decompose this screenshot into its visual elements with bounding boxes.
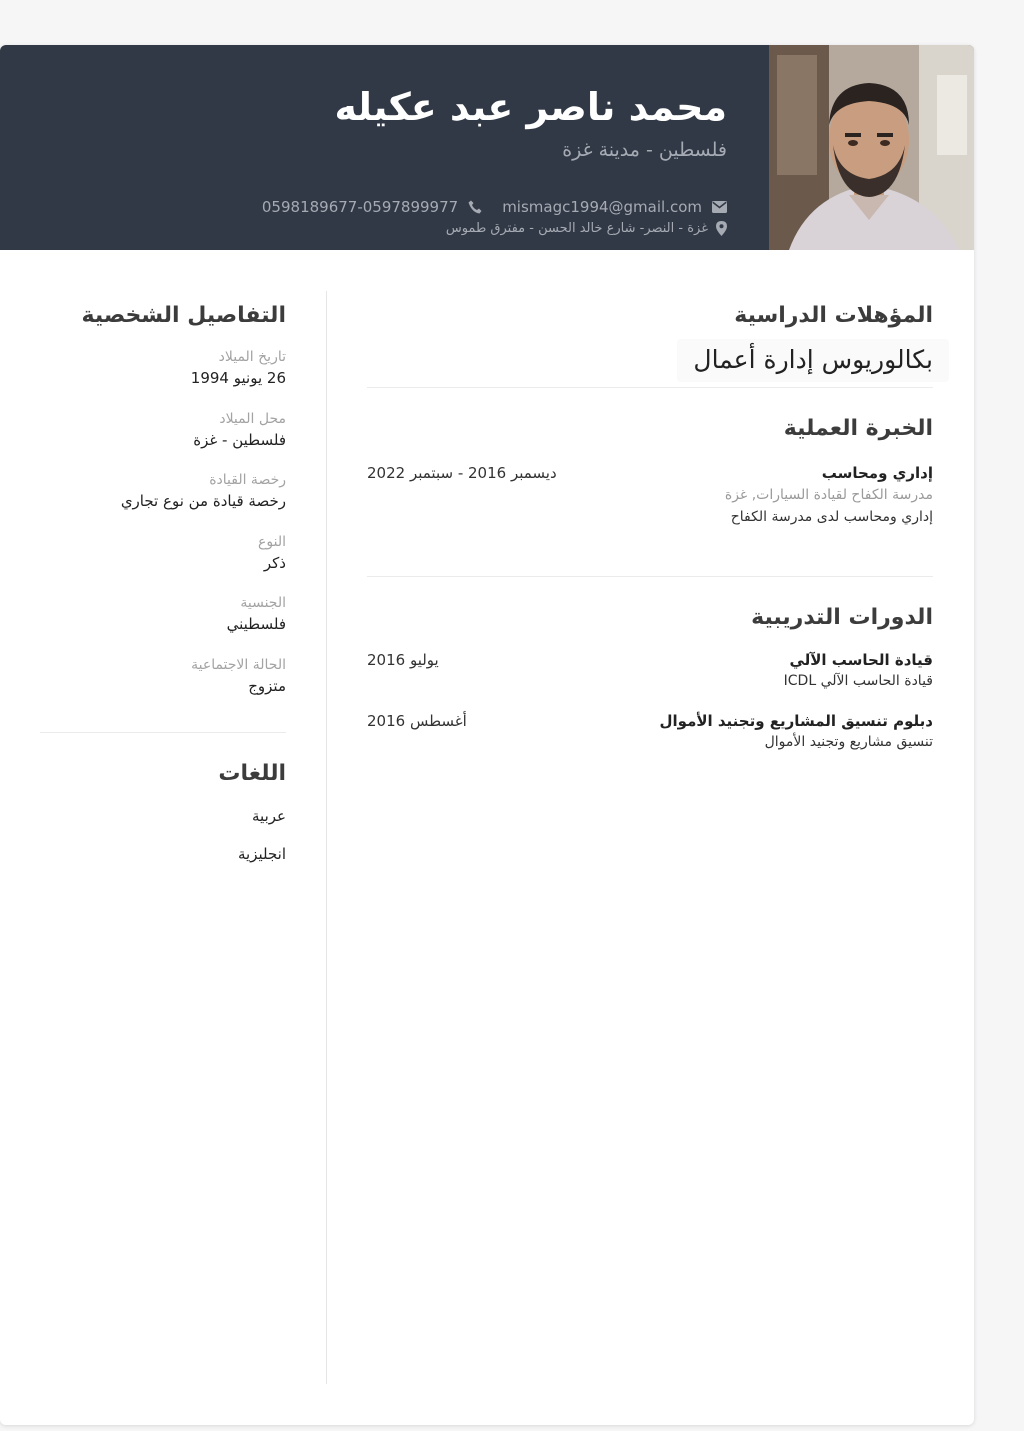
- course-subtitle: قيادة الحاسب الآلي ICDL: [783, 673, 933, 689]
- column-divider: [326, 291, 327, 1384]
- phone-item[interactable]: [262, 198, 482, 216]
- detail-label: تاريخ الميلاد: [218, 349, 286, 365]
- envelope-icon: [712, 201, 727, 213]
- course-title: دبلوم تنسيق المشاريع وتجنيد الأموال: [659, 712, 933, 730]
- detail-item: [40, 655, 286, 717]
- address-text: غزة - النصر- شارع خالد الحسن - مفترق طموس: [445, 221, 708, 236]
- personal-title: التفاصيل الشخصية: [81, 303, 286, 328]
- experience-title: الخبرة العملية: [783, 416, 933, 441]
- course-entry: [367, 651, 933, 712]
- job-organization: مدرسة الكفاح لقيادة السيارات, غزة: [724, 487, 933, 503]
- course-title: قيادة الحاسب الآلي: [789, 651, 933, 669]
- job-title: إداري ومحاسب: [821, 464, 933, 482]
- detail-label: رخصة القيادة: [209, 472, 286, 488]
- course-date: يوليو 2016: [367, 651, 439, 669]
- course-date: أغسطس 2016: [367, 712, 467, 730]
- detail-item: [40, 347, 286, 409]
- detail-item: [40, 470, 286, 532]
- detail-item: [40, 532, 286, 594]
- course-subtitle: تنسيق مشاريع وتجنيد الأموال: [764, 734, 933, 750]
- contact-row: [242, 198, 727, 216]
- experience-entry: [367, 464, 933, 534]
- degree-value: بكالوريوس إدارة أعمال: [677, 339, 949, 382]
- language-item: عربية: [252, 807, 286, 825]
- profile-photo: [769, 45, 974, 250]
- email-text[interactable]: mismagc1994@gmail.com: [502, 198, 702, 216]
- languages-title: اللغات: [218, 761, 286, 786]
- education-title: المؤهلات الدراسية: [734, 303, 933, 328]
- detail-value: فلسطين - غزة: [193, 430, 286, 449]
- courses-title: الدورات التدريبية: [751, 605, 933, 630]
- detail-value: ذكر: [263, 553, 286, 572]
- phone-text[interactable]: 0598189677-0597899977: [261, 198, 459, 216]
- detail-value: متزوج: [248, 676, 286, 695]
- phone-icon: [468, 200, 482, 214]
- map-pin-icon: [716, 221, 727, 236]
- main-column: [367, 291, 933, 773]
- resume-card: [0, 45, 974, 1425]
- detail-value: 26 يونيو 1994: [190, 369, 286, 387]
- detail-label: النوع: [258, 533, 286, 550]
- detail-value: فلسطيني: [226, 615, 286, 633]
- detail-item: [40, 409, 286, 471]
- detail-label: الجنسية: [240, 595, 286, 611]
- candidate-name: محمد ناصر عبد عكيله: [334, 85, 727, 129]
- job-description: إداري ومحاسب لدى مدرسة الكفاح: [730, 509, 933, 525]
- detail-item: [40, 593, 286, 655]
- detail-label: الحالة الاجتماعية: [191, 656, 286, 673]
- resume-header: [0, 45, 974, 250]
- sidebar-column: [40, 291, 286, 881]
- detail-label: محل الميلاد: [219, 410, 286, 427]
- detail-value: رخصة قيادة من نوع تجاري: [120, 492, 286, 510]
- language-item: انجليزية: [237, 845, 286, 863]
- course-entry: [367, 712, 933, 773]
- address-row: [446, 221, 727, 236]
- job-dates: ديسمبر 2016 - سبتمبر 2022: [367, 464, 557, 482]
- candidate-location: فلسطين - مدينة غزة: [562, 139, 727, 161]
- email-item[interactable]: [502, 198, 727, 216]
